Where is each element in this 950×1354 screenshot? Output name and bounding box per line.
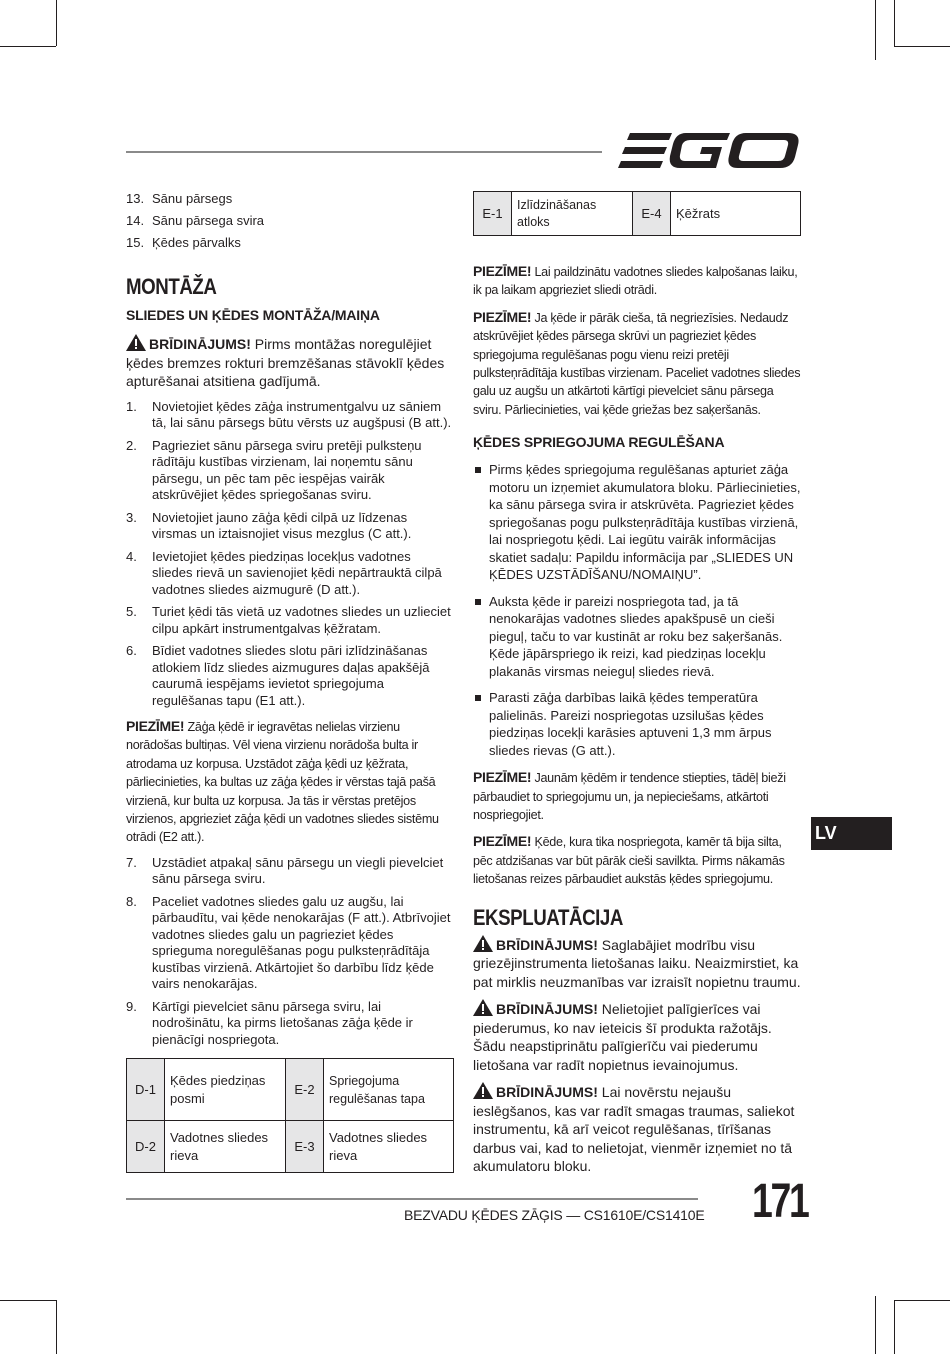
left-column: [126, 188, 454, 1173]
right-column: [473, 191, 801, 1184]
parts-legend-table: [126, 1058, 454, 1173]
warning-block: BRĪDINĀJUMS! Saglabājiet modrību visu griezējinstrumenta lietošanas laiku. Neaizmirstiet, ka pat mirklis neuzmanības var izraisīt nopietnu traumu.: [473, 936, 801, 990]
note-block: PIEZĪME! Ķēde, kura tika nospriegota, kamēr tā bija silta, pēc atdzišanas var būt pārāk cieši savilkta. Pirms nākamās lietošanas reizes pārbaudiet aukstās ķēdes spriegojumu.: [473, 833, 785, 887]
warning-block: BRĪDINĀJUMS! Lai novērstu nejaušu ieslēgšanos, kas var radīt smagas traumas, saliekot instrumentu, kā arī veicot regulēšanas, tīrīšanas darbus vai, kad to nelietojat, vienmēr izņemiet no tā akumulatoru bloku.: [473, 1084, 795, 1175]
crop-mark: [875, 0, 876, 60]
footer-title: BEZVADU ĶĒDES ZĀĢIS — CS1610E/CS1410E: [404, 1207, 705, 1223]
table-key: E-1: [474, 192, 512, 236]
crop-mark: [56, 1300, 57, 1354]
list-item: 2. Pagrieziet sānu pārsega sviru pretēji pulksteņu rādītāju kustības virzienam, lai noņemtu sānu pārsegu, un pēc tam pēc iespējas vairāk atskrūvējiet ķēdes spriegošanas sviru.: [126, 437, 422, 502]
table-key: D-1: [127, 1059, 165, 1121]
page-number: 171: [752, 1175, 808, 1228]
footer-rule: [126, 1198, 698, 1200]
crop-mark: [894, 1300, 895, 1354]
table-key: E-3: [286, 1121, 324, 1173]
table-key: E-2: [286, 1059, 324, 1121]
table-row: [474, 192, 801, 236]
parts-list: [126, 188, 454, 254]
table-row: [127, 1121, 454, 1173]
crop-mark: [894, 1300, 950, 1301]
list-item: 3. Novietojiet jauno zāģa ķēdi cilpā uz līdzenas virsmas un iztaisnojiet visus mezglus (C att.).: [126, 509, 412, 541]
crop-mark: [0, 46, 56, 47]
table-cell: Ķēdes piedziņas posmi: [165, 1059, 286, 1121]
section-title-montaza: MONTĀŽA: [126, 274, 217, 299]
note-block: PIEZĪME! Zāģa ķēdē ir iegravētas nelielas virzienu norādošas bultiņas. Vēl viena virzienu norādoša bulta ir atrodama uz korpusa. Uzstādot zāģa ķēdi uz ķēžrata, pārliecinieties, ka bultas uz zāģa ķēdes ir vērstas tajā pašā virzienā, kur bulta uz korpusa. Ja tās ir vērstas pretējos virzienos, apgrieziet zāģa ķēdi un vadotnes sliedes sistēmu otrādi (E2 att.).: [126, 718, 439, 845]
list-item: 5. Turiet ķēdi tās vietā uz vadotnes sliedes un uzlieciet cilpu apkārt instrumentgalvas ķēžratam.: [126, 604, 451, 636]
warning-block: BRĪDINĀJUMS! Nelietojiet palīgierīces vai piederumus, ko nav ieteicis šī produkta ražotājs. Šādu neapstiprinātu palīgierīču vai piederumu lietošana var radīt nopietnus ievainojumus.: [473, 1001, 772, 1073]
subsection-title: SLIEDES UN ĶĒDES MONTĀŽA/MAIŅA: [126, 307, 380, 323]
warning-triangle-icon: [473, 999, 493, 1016]
table-row: [127, 1059, 454, 1121]
section-title-ekspluatacija: EKSPLUATĀCIJA: [473, 904, 623, 930]
list-item: 14. Sānu pārsega svira: [126, 213, 265, 228]
table-key: D-2: [127, 1121, 165, 1173]
table-cell: Izlīdzināšanas atloks: [512, 192, 633, 236]
list-item: 7. Uzstādiet atpakaļ sānu pārsegu un viegli pievelciet sānu pārsega sviru.: [126, 854, 444, 887]
table-key: E-4: [633, 192, 671, 236]
warning-triangle-icon: [126, 334, 146, 351]
note-block: PIEZĪME! Ja ķēde ir pārāk cieša, tā negriezīsies. Nedaudz atskrūvējiet ķēdes pārsega skrūvi un pagrieziet ķēdes spriegojuma regulēšanas pogu vienu reizi pretēji pulksteņrādītāja kustības virzienam. Paceliet vadotnes sliedes galu uz augšu un atkārtoti kārtīgi pievelciet sānu pārsega sviru. Pārliecinieties, vai ķēde griežas bez saķeršanās.: [473, 308, 801, 417]
table-cell: Spriegojuma regulēšanas tapa: [324, 1059, 454, 1121]
steps-list: [126, 399, 454, 710]
list-item: 6. Bīdiet vadotnes sliedes slotu pāri izlīdzināšanas atlokiem līdz sliedes aizmugures daļas apakšējā caurumā iespējams ievietot spriegojuma regulēšanas tapu (E1 att.).: [126, 643, 430, 708]
crop-mark: [56, 0, 57, 46]
warning-triangle-icon: [473, 1082, 493, 1099]
note-block: PIEZĪME! Lai paildzinātu vadotnes sliedes kalpošanas laiku, ik pa laikam apgrieziet sliedi otrādi.: [473, 263, 798, 298]
crop-mark: [875, 1296, 876, 1354]
table-cell: Vadotnes sliedes rieva: [324, 1121, 454, 1173]
language-tab: LV: [811, 817, 892, 850]
list-item: 1. Novietojiet ķēdes zāģa instrumentgalvu uz sāniem tā, lai sānu pārsegs būtu vērsts uz augšpusi (B att.).: [126, 398, 452, 430]
crop-mark: [0, 1300, 56, 1301]
list-item: Pirms ķēdes spriegojuma regulēšanas apturiet zāģa motoru un izņemiet akumulatora bloku. Pārliecinieties, ka sānu pārsega svira ir atskrūvēta. Pagrieziet ķēdes spriegošanas pogu pulksteņrādītāja kustības virzienā, lai nospriegotu ķēdi. Lai iegūtu vairāk informācijas skatiet sadaļu: Papildu informācija par „SLIEDES UN ĶĒDES UZSTĀDĪŠANU/NOMAIŅU”.: [473, 461, 801, 584]
crop-mark: [894, 46, 950, 47]
list-item: 8. Paceliet vadotnes sliedes galu uz augšu, lai pārbaudītu, vai ķēde nenokarājas (F att.). Atbrīvojiet vadotnes sliedes galu un pagrieziet ķēdes spriegumа noregulēšanas pogu pulksteņrādītāja kustības virzienā. Atkārtojiet šo darbību līdz ķēde vairs nenokarājas.: [126, 893, 451, 992]
list-item: 13. Sānu pārsegs: [126, 191, 233, 206]
table-cell: Vadotnes sliedes rieva: [165, 1121, 286, 1173]
note-block: PIEZĪME! Jaunām ķēdēm ir tendence stiepties, tādēļ bieži pārbaudiet to spriegojumu un, ja nepieciešams, atkārtoti nospriegojiet.: [473, 769, 786, 823]
crop-mark: [894, 0, 895, 46]
warning-block: BRĪDINĀJUMS! Pirms montāžas noregulējiet ķēdes bremzes rokturi bremzēšanas stāvoklī ķēdes apturēšanai atsitiena gadījumā.: [126, 336, 445, 389]
subsection-title: ĶĒDES SPRIEGOJUMA REGULĒŠANA: [473, 434, 725, 451]
list-item: Parasti zāģa darbības laikā ķēdes temperatūra palielinās. Pareizi nospriegotas uzsilušas ķēdes piedziņas locekļi karāsies aptuveni 1,3 mm ārpus sliedes rievas (G att.).: [473, 689, 801, 759]
list-item: 9. Kārtīgi pievelciet sānu pārsega sviru, lai nodrošinātu, ka pirms lietošanas zāģa ķēde ir pienācīgi nospriegota.: [126, 998, 413, 1047]
warning-triangle-icon: [473, 935, 493, 952]
list-item: 15. Ķēdes pārvalks: [126, 235, 241, 250]
bullet-list: [473, 461, 801, 759]
list-item: Auksta ķēde ir pareizi nospriegota tad, ja tā nenokarājas vadotnes sliedes apakšpusē un cieši pieguļ, taču to var kustināt ar roku bez saķeršanās. Ķēde jāpārspriego ik reizi, kad piedziņas locekļu plakanās virsmas neieguļ sliedes rievā.: [473, 593, 801, 681]
header-rule: [126, 151, 602, 153]
ego-logo: [618, 131, 800, 171]
steps-list-continued: [126, 855, 454, 1049]
table-cell: Ķēžrats: [671, 192, 801, 236]
list-item: 4. Ievietojiet ķēdes piedziņas locekļus vadotnes sliedes rievā un savienojiet ķēdi nepārtrauktā cilpā vadotnes sliedes aizmugurē (D att.).: [126, 548, 442, 597]
parts-legend-table-top: [473, 191, 801, 236]
